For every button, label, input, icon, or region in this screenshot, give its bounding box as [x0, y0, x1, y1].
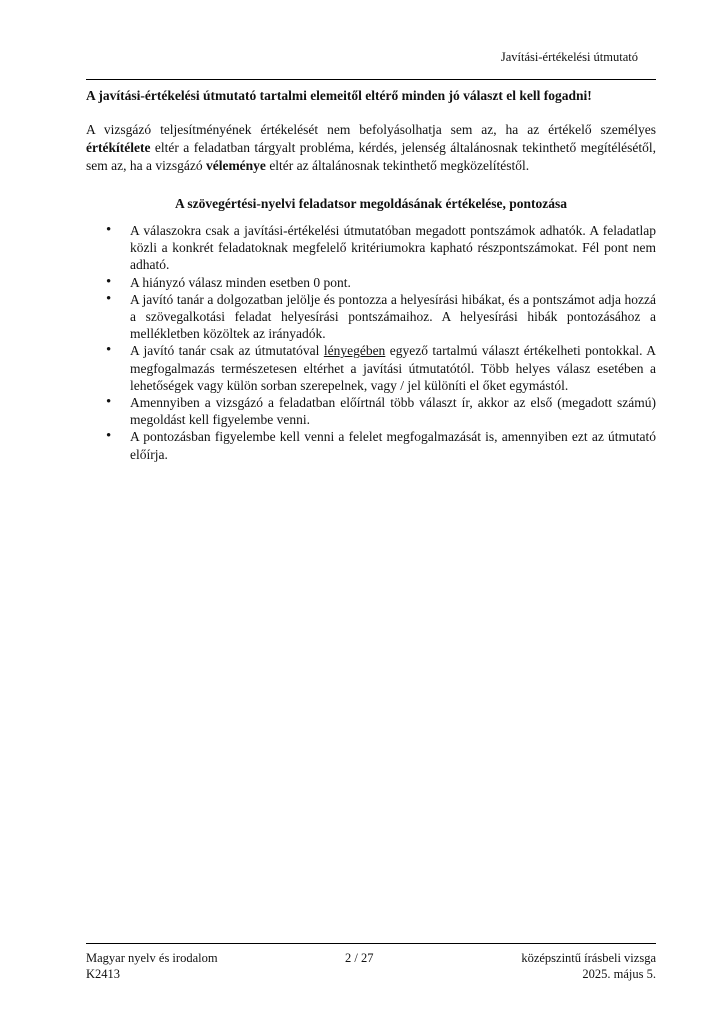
header-divider [86, 79, 656, 80]
section-title: A szövegértési-nyelvi feladatsor megoldásának értékelése, pontozása [175, 196, 567, 211]
footer-divider [86, 943, 656, 944]
intro-paragraph [86, 121, 656, 175]
footer-subject: Magyar nyelv és irodalom [86, 951, 218, 965]
rules-list [86, 222, 656, 463]
rule-item: • A pontozásban figyelembe kell venni a felelet megfogalmazását is, amennyiben ezt az útmutató előírja. [130, 428, 656, 462]
rule-item [130, 342, 656, 394]
rule-text: A javító tanár csak az útmutatóval [130, 343, 324, 359]
footer-left [86, 950, 218, 982]
running-header: Javítási-értékelési útmutató [500, 50, 638, 64]
footer-date: 2025. május 5. [582, 967, 656, 981]
rule-text: egyező tartalmú választ értékelheti pontokkal. A megfogalmazás természetesen eltérhet a javítási útmutatótól. Több helyes válasz esetében a lehetőségek vagy külön sorban szerepelnek, vagy / jel különíti el őket egymástól. [130, 343, 656, 393]
intro-emphasis: véleménye [205, 158, 266, 173]
rule-item: • A javító tanár a dolgozatban jelölje és pontozza a helyesírási hibákat, és a pontszámot adja hozzá a szövegalkotási feladat helyesírási pontszámaihoz. A helyesírási hibák pontozásához a mellékletben közöltek az irányadók. [130, 291, 656, 343]
rule-item: • A válaszokra csak a javítási-értékelési útmutatóban megadott pontszámok adhatók. A feladatlap közli a konkrét feladatoknak megfelelő kritériumokra kapható részpontszámokat. Fél pont nem adható. [130, 222, 656, 274]
acceptance-notice: A javítási-értékelési útmutató tartalmi elemeitől eltérő minden jó választ el kell fogadni! [86, 88, 592, 103]
footer-right [521, 950, 656, 982]
footer-code: K2413 [86, 967, 121, 981]
footer-level: középszintű írásbeli vizsga [521, 951, 656, 965]
page-number: 2 / 27 [345, 951, 374, 965]
intro-text: A vizsgázó teljesítményének értékelését nem befolyásolhatja sem az, ha az értékelő személyes [86, 122, 656, 137]
rule-underlined-text: lényegében [323, 343, 386, 359]
rule-item: • Amennyiben a vizsgázó a feladatban előírtnál több választ ír, akkor az első (megadott számú) megoldást kell figyelembe venni. [130, 394, 656, 428]
intro-text: eltér a feladatban tárgyalt probléma, kérdés, jelenség általánosnak tekinthető megítélésétől, sem az, ha a vizsgázó [86, 140, 656, 173]
intro-text: eltér az általánosnak tekinthető megközelítéstől. [265, 158, 530, 173]
rule-item: • A hiányzó válasz minden esetben 0 pont. [130, 274, 656, 291]
intro-emphasis: értékítélete [86, 140, 151, 155]
